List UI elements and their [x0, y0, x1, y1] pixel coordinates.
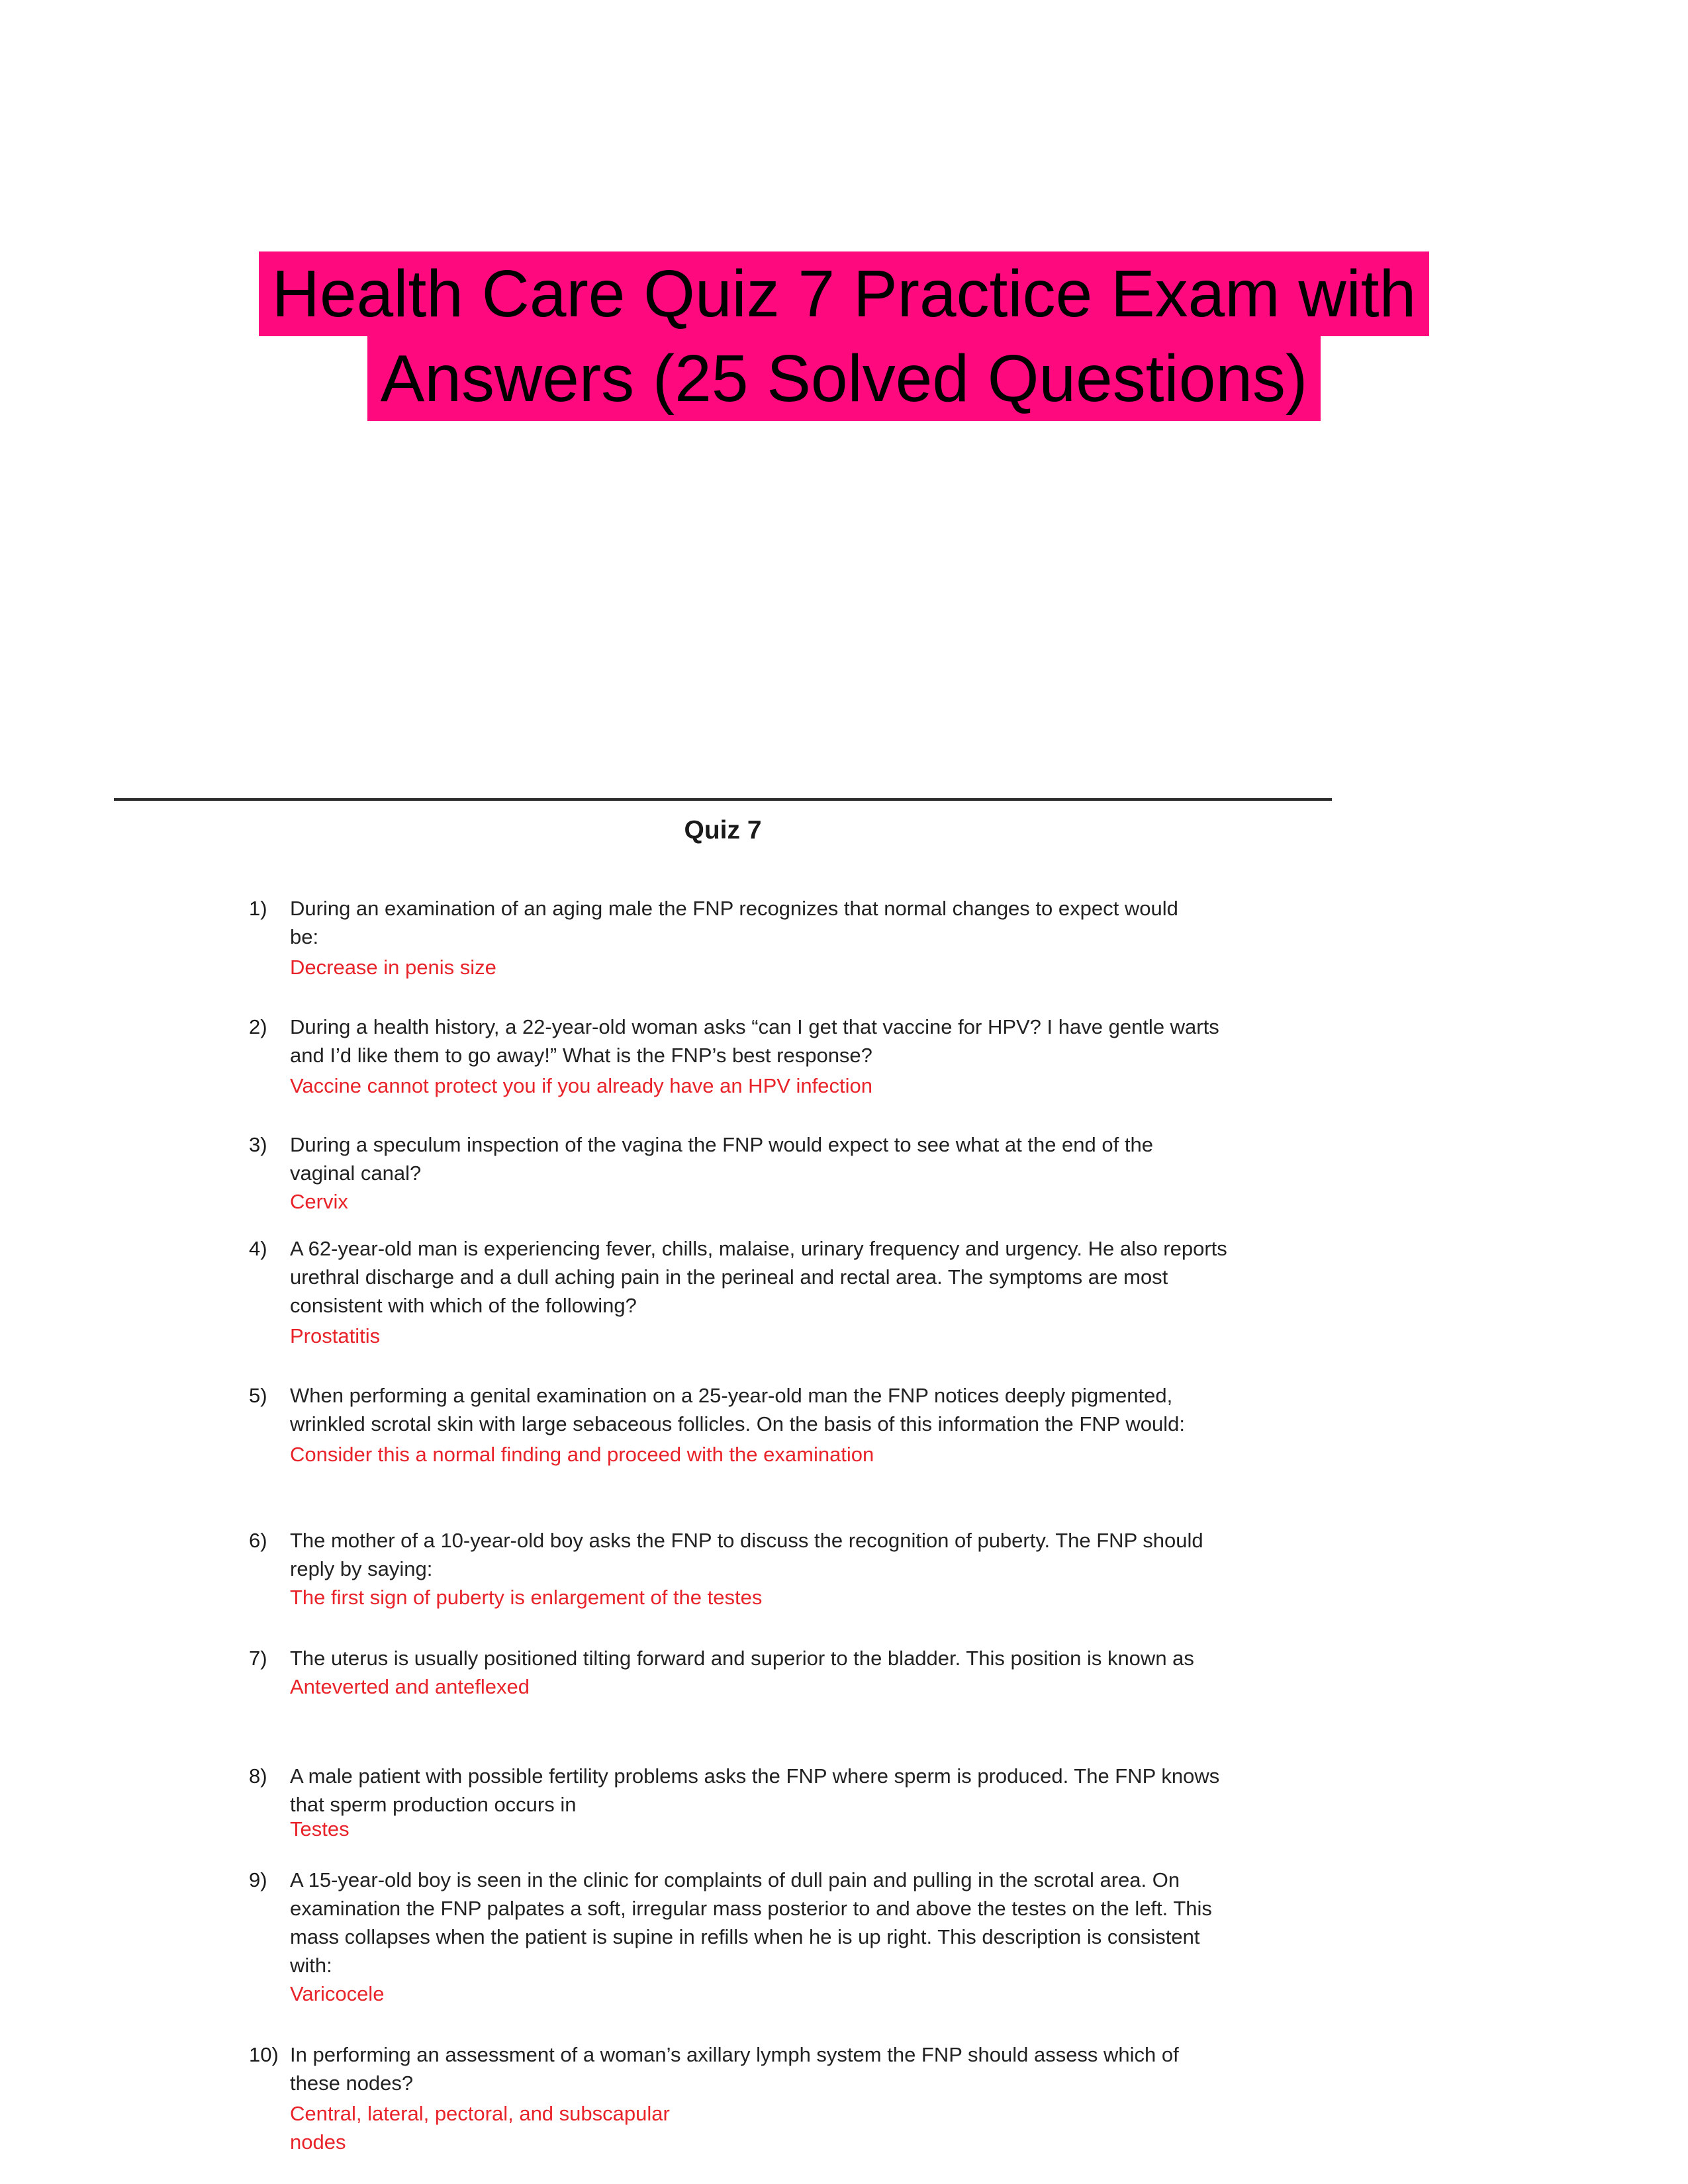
answer-text: Varicocele	[290, 1982, 385, 2005]
question-number: 6)	[249, 1529, 267, 1552]
question-9	[249, 1866, 1242, 2008]
answer-text: Testes	[290, 1817, 350, 1841]
question-number: 8)	[249, 1764, 267, 1788]
title-line-1: Health Care Quiz 7 Practice Exam with	[259, 251, 1429, 336]
question-text: The mother of a 10-year-old boy asks the FNP to discuss the recognition of puberty. The FNP should reply by saying:	[290, 1529, 1203, 1580]
quiz-heading: Quiz 7	[684, 816, 762, 844]
question-number: 2)	[249, 1015, 267, 1038]
answer-text: Vaccine cannot protect you if you already have an HPV infection	[290, 1074, 873, 1097]
question-number: 5)	[249, 1384, 267, 1407]
question-text: During an examination of an aging male the FNP recognizes that normal changes to expect would be:	[290, 897, 1178, 948]
question-number: 9)	[249, 1868, 267, 1891]
horizontal-rule	[114, 798, 1332, 801]
question-7	[249, 1644, 1242, 1701]
question-text: A 15-year-old boy is seen in the clinic for complaints of dull pain and pulling in the scrotal area. On examination the FNP palpates a soft, irregular mass posterior to and above the testes on the left. This mass collapses when the patient is supine in refills when he is up right. This description is consistent with:	[290, 1868, 1212, 1977]
question-text: In performing an assessment of a woman’s axillary lymph system the FNP should assess which of these nodes?	[290, 2043, 1179, 2095]
question-number: 1)	[249, 897, 267, 920]
question-4	[249, 1234, 1242, 1350]
answer-text: Central, lateral, pectoral, and subscapular nodes	[290, 2102, 670, 2154]
question-2	[249, 1013, 1242, 1100]
answer-text: Prostatitis	[290, 1324, 381, 1347]
title-line-2: Answers (25 Solved Questions)	[367, 336, 1321, 421]
question-text: During a speculum inspection of the vagina the FNP would expect to see what at the end of the vaginal canal?	[290, 1133, 1153, 1185]
answer-text: Cervix	[290, 1190, 348, 1213]
question-number: 4)	[249, 1237, 267, 1260]
question-1	[249, 894, 1242, 981]
question-text: A male patient with possible fertility problems asks the FNP where sperm is produced. The FNP knows that sperm production occurs in	[290, 1764, 1220, 1816]
question-text: When performing a genital examination on a 25-year-old man the FNP notices deeply pigmented, wrinkled scrotal skin with large sebaceous follicles. On the basis of this information the FNP would:	[290, 1384, 1185, 1435]
question-text: During a health history, a 22-year-old woman asks “can I get that vaccine for HPV? I have gentle warts and I’d like them to go away!” What is the FNP’s best response?	[290, 1015, 1219, 1067]
question-text: The uterus is usually positioned tilting forward and superior to the bladder. This position is known as	[290, 1647, 1194, 1670]
question-8	[249, 1762, 1242, 1843]
document-title	[0, 251, 1688, 421]
answer-text: Consider this a normal finding and proceed with the examination	[290, 1443, 874, 1466]
question-3	[249, 1130, 1242, 1216]
question-number: 7)	[249, 1647, 267, 1670]
question-5	[249, 1381, 1242, 1469]
answer-text: Decrease in penis size	[290, 956, 496, 979]
question-text: A 62-year-old man is experiencing fever, chills, malaise, urinary frequency and urgency. He also reports urethral discharge and a dull aching pain in the perineal and rectal area. The symptoms are most consistent with which of the following?	[290, 1237, 1227, 1317]
question-number: 10)	[249, 2043, 279, 2066]
question-6	[249, 1526, 1242, 1612]
answer-text: The first sign of puberty is enlargement of the testes	[290, 1586, 763, 1609]
question-number: 3)	[249, 1133, 267, 1156]
answer-text: Anteverted and anteflexed	[290, 1675, 530, 1698]
question-10	[249, 2040, 1242, 2156]
